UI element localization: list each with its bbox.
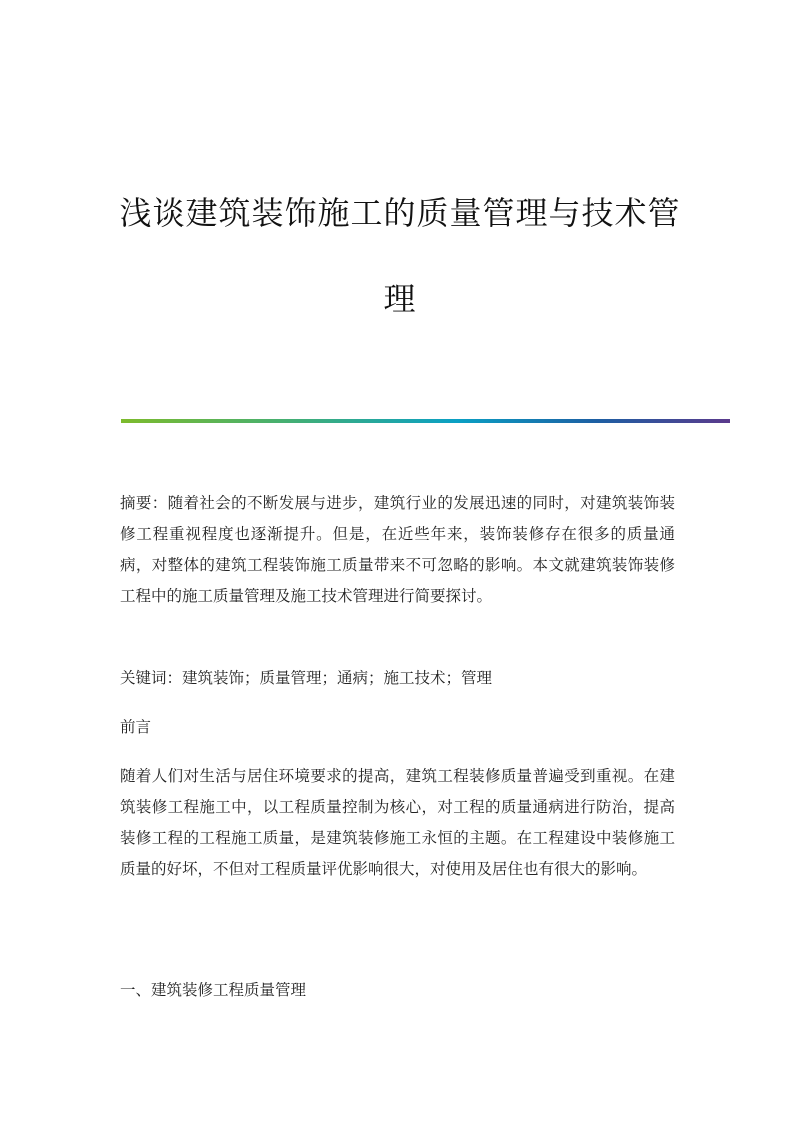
preface-heading: 前言 xyxy=(120,718,152,736)
title-divider xyxy=(121,419,730,423)
abstract-paragraph: 摘要：随着社会的不断发展与进步，建筑行业的发展迅速的同时，对建筑装饰装修工程重视程度也逐渐提升。但是，在近些年来，装饰装修存在很多的质量通病，对整体的建筑工程装饰施工质量带来不可忽略的影响。本文就建筑装饰装修工程中的施工质量管理及施工技术管理进行简要探讨。 xyxy=(120,494,675,605)
section-1-heading: 一、建筑装修工程质量管理 xyxy=(120,981,307,999)
intro-paragraph: 随着人们对生活与居住环境要求的提高，建筑工程装修质量普遍受到重视。在建筑装修工程施工中，以工程质量控制为核心，对工程的质量通病进行防治，提高装修工程的工程施工质量，是建筑装修施工永恒的主题。在工程建设中装修施工质量的好坏，不但对工程质量评优影响很大，对使用及居住也有很大的影响。 xyxy=(120,767,675,878)
keywords-line: 关键词：建筑装饰；质量管理；通病；施工技术；管理 xyxy=(120,669,493,687)
document-title-line-2: 理 xyxy=(383,280,417,318)
document-title-line-1: 浅谈建筑装饰施工的质量管理与技术管 xyxy=(119,194,681,232)
